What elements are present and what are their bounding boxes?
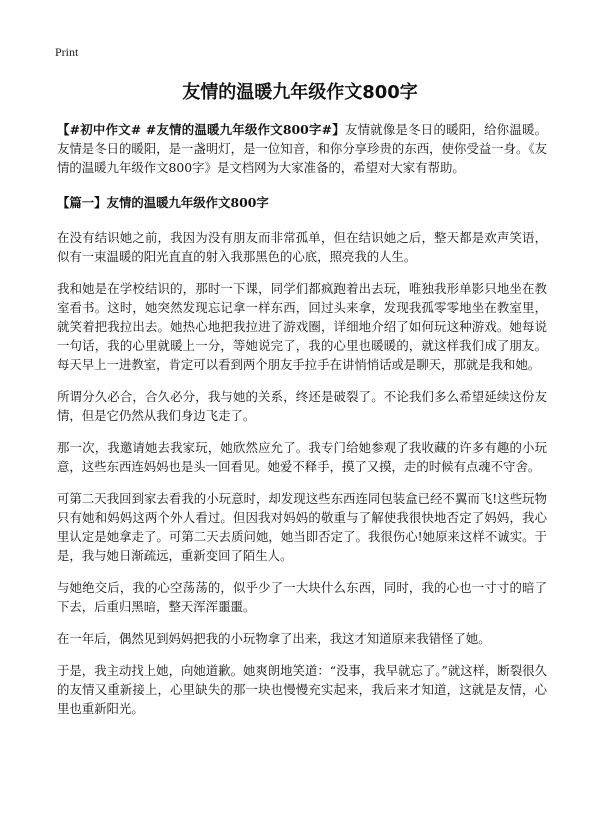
paragraph-5: 可第二天我回到家去看我的小玩意时，却发现这些东西连同包装盒已经不翼而飞!这些玩物只有她和妈妈这两个外人看过。但因我对妈妈的敬重与了解使我很快地否定了妈妈，我心里认定是她拿走了。可第二天去质问她，她当即否定了。我很伤心!她原来这样不诚实。于是，我与她日渐疏远，重新变回了陌生人。: [57, 491, 547, 563]
paragraph-3: 所谓分久必合，合久必分，我与她的关系，终还是破裂了。不论我们多么希望延续这份友情，但是它仍然从我们身边飞走了。: [57, 389, 547, 423]
intro-paragraph: [57, 120, 547, 177]
article-body: [57, 120, 547, 731]
paragraph-4: 那一次，我邀请她去我家玩，她欣然应允了。我专门给她参观了我收藏的许多有趣的小玩意，这些东西连妈妈也是头一回看见。她爱不释手，摸了又摸，走的时候有点魂不守舍。: [57, 440, 547, 474]
page-title: 友情的温暖九年级作文800字: [182, 82, 418, 103]
intro-text: 友情就像是冬日的暖阳，给你温暖。友情是冬日的暖阳，是一盏明灯，是一位知音，和你分享珍贵的东西，使你受益一身。《友情的温暖九年级作文800字》是文档网为大家准备的，希望对大家有帮助。: [57, 122, 547, 175]
paragraph-7: 在一年后，偶然见到妈妈把我的小玩物拿了出来，我这才知道原来我错怪了她。: [57, 631, 491, 646]
print-label[interactable]: Print: [55, 45, 79, 59]
intro-tag: 【#初中作文# #友情的温暖九年级作文800字#】: [57, 122, 345, 137]
paragraph-2: 我和她是在学校结识的，那时一下课，同学们都疯跑着出去玩，唯独我形单影只地坐在教室看书。这时，她突然发现忘记拿一样东西，回过头来拿，发现我孤零零地坐在教室里，就笑着把我拉出去。她热心地把我拉进了游戏圈，详细地介绍了如何玩这种游戏。她每说一句话，我的心里就暖上一分，等她说完了，我的心里也暖暖的，就这样我们成了朋友。每天早上一进教室，肯定可以看到两个朋友手拉手在讲悄悄话或是聊天，那就是我和她。: [57, 281, 547, 372]
section-heading: 【篇一】友情的温暖九年级作文800字: [57, 195, 269, 210]
paragraph-6: 与她绝交后，我的心空荡荡的，似乎少了一大块什么东西，同时，我的心也一寸寸的暗了下去，后重归黑暗，整天浑浑噩噩。: [57, 580, 547, 614]
paragraph-8: 于是，我主动找上她，向她道歉。她爽朗地笑道：“没事，我早就忘了。”就这样，断裂很久的友情又重新接上，心里缺失的那一块也慢慢充实起来，我后来才知道，这就是友情，心里也重新阳光。: [57, 663, 547, 716]
paragraph-1: 在没有结识她之前，我因为没有朋友而非常孤单，但在结识她之后，整天都是欢声笑语，似有一束温暖的阳光直直的射入我那黑色的心底，照亮我的人生。: [57, 230, 547, 264]
